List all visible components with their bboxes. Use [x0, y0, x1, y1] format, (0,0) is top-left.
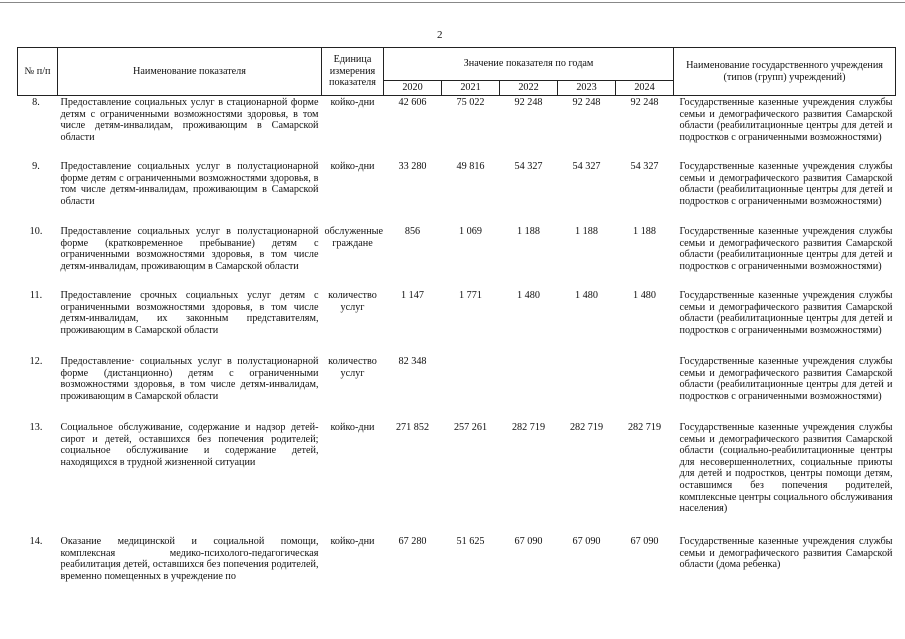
unit-cell: койко-дни	[330, 161, 375, 172]
value-2022: 92 248	[514, 97, 543, 108]
institution-cell: Государственные казенные учреждения службы семьи и демографического развития Самарской области (реабилитационные центры для детей и подростков с ограниченными возможностями)	[679, 161, 893, 207]
value-2020: 33 280	[398, 161, 427, 172]
institution-cell: Государственные казенные учреждения службы семьи и демографического развития Самарской области (социально-реабилитационные центры для несовершеннолетних, социальные приюты для детей и подростков, центры помощи детям, оставшимся без попечения родителей, комплексные центры социального обслуживания населения)	[679, 422, 893, 515]
value-2021: 1 069	[459, 226, 482, 237]
table-row	[18, 289, 896, 355]
institution-cell: Государственные казенные учреждения службы семьи и демографического развития Самарской области (реабилитационные центры для детей и подростков с ограниченными возможностями)	[679, 226, 893, 272]
value-2024: 92 248	[630, 97, 659, 108]
value-2022: 282 719	[511, 422, 546, 433]
value-2024	[616, 355, 674, 421]
value-2022: 54 327	[514, 161, 543, 172]
table-row	[18, 355, 896, 421]
value-2024: 54 327	[630, 161, 659, 172]
row-number: 8.	[32, 97, 40, 108]
value-2020: 271 852	[395, 422, 430, 433]
value-2023: 1 188	[575, 226, 598, 237]
value-2023: 1 480	[575, 290, 598, 301]
indicator-name: Социальное обслуживание, содержание и надзор детей-сирот и детей, оставшихся без попечения родителей; социальное обслуживание и содержание детей, находящихся в трудной жизненной ситуации	[60, 422, 319, 468]
row-number: 9.	[32, 161, 40, 172]
value-2023: 282 719	[569, 422, 604, 433]
header-year: 2022	[500, 81, 558, 96]
value-2020: 1 147	[401, 290, 424, 301]
value-2021: 51 625	[456, 536, 485, 547]
value-2021	[442, 355, 500, 421]
indicator-name: Предоставление· социальных услуг в полустационарной форме (дистанционно) детям с ограниченными возможностями здоровья, в том числе детям-инвалидам, проживающим в Самарской области	[60, 356, 319, 402]
row-number: 12.	[29, 356, 43, 367]
value-2024: 282 719	[627, 422, 662, 433]
value-2021: 75 022	[456, 97, 485, 108]
row-number: 13.	[29, 422, 43, 433]
value-2022	[500, 355, 558, 421]
value-2021: 257 261	[453, 422, 488, 433]
header-year: 2021	[442, 81, 500, 96]
institution-cell: Государственные казенные учреждения службы семьи и демографического развития Самарской области (реабилитационные центры для детей и подростков с ограниченными возможностями)	[679, 356, 893, 402]
unit-cell: койко-дни	[330, 536, 375, 547]
header-num: № п/п	[18, 48, 58, 96]
table-row	[18, 421, 896, 535]
institution-cell: Государственные казенные учреждения службы семьи и демографического развития Самарской области (дома ребенка)	[679, 536, 893, 571]
value-2024: 67 090	[630, 536, 659, 547]
header-name: Наименование показателя	[58, 48, 322, 96]
value-2020: 67 280	[398, 536, 427, 547]
value-2022: 1 480	[517, 290, 540, 301]
header-year: 2023	[558, 81, 616, 96]
indicator-name: Оказание медицинской и социальной помощи, комплексная медико-психолого-педагогическая реабилитация детей, оставшихся без попечения родителей, временно помещенных в учреждение по	[60, 536, 319, 582]
value-2024: 1 480	[633, 290, 656, 301]
value-2020: 82 348	[398, 356, 427, 367]
page-number: 2	[437, 29, 443, 41]
indicator-name: Предоставление социальных услуг в полустационарной форме (кратковременное пребывание) детям с ограниченными возможностями здоровья, в том числе детям-инвалидам, проживающим в Самарской области	[60, 226, 319, 272]
value-2020: 856	[404, 226, 421, 237]
unit-cell: количество услуг	[328, 356, 377, 379]
table-row	[18, 96, 896, 161]
indicator-name: Предоставление срочных социальных услуг детям с ограниченными возможностями здоровья, в том числе детям-инвалидам, их законным представителям, проживающим в Самарской области	[60, 290, 319, 336]
header-year: 2020	[384, 81, 442, 96]
table-row	[18, 160, 896, 225]
unit-cell: обслуженные граждане	[324, 226, 384, 249]
indicators-table	[17, 47, 896, 596]
value-2021: 1 771	[459, 290, 482, 301]
top-rule	[0, 2, 905, 3]
header-values-group: Значение показателя по годам	[384, 48, 674, 81]
table-row	[18, 535, 896, 596]
header-unit: Единица измерения показателя	[322, 48, 384, 96]
table-row	[18, 225, 896, 289]
row-number: 14.	[29, 536, 43, 547]
value-2021: 49 816	[456, 161, 485, 172]
unit-cell: койко-дни	[330, 97, 375, 108]
value-2023: 92 248	[572, 97, 601, 108]
value-2023	[558, 355, 616, 421]
value-2024: 1 188	[633, 226, 656, 237]
value-2023: 54 327	[572, 161, 601, 172]
value-2022: 1 188	[517, 226, 540, 237]
row-number: 11.	[29, 290, 43, 301]
indicator-name: Предоставление социальных услуг в полустационарной форме детям с ограниченными возможностями здоровья, в том числе детям-инвалидам, проживающим в Самарской области	[60, 161, 319, 207]
value-2022: 67 090	[514, 536, 543, 547]
indicator-name: Предоставление социальных услуг в стационарной форме детям с ограниченными возможностями здоровья, в том числе детям-инвалидам, проживающим в Самарской области	[60, 97, 319, 143]
header-institution: Наименование государственного учреждения (типов (групп) учреждений)	[674, 48, 896, 96]
institution-cell: Государственные казенные учреждения службы семьи и демографического развития Самарской области (реабилитационные центры для детей и подростков с ограниченными возможностями)	[679, 290, 893, 336]
value-2020: 42 606	[398, 97, 427, 108]
row-number: 10.	[29, 226, 43, 237]
institution-cell: Государственные казенные учреждения службы семьи и демографического развития Самарской области (реабилитационные центры для детей и подростков с ограниченными возможностями)	[679, 97, 893, 143]
unit-cell: койко-дни	[330, 422, 375, 433]
value-2023: 67 090	[572, 536, 601, 547]
unit-cell: количество услуг	[328, 290, 377, 313]
header-year: 2024	[616, 81, 674, 96]
